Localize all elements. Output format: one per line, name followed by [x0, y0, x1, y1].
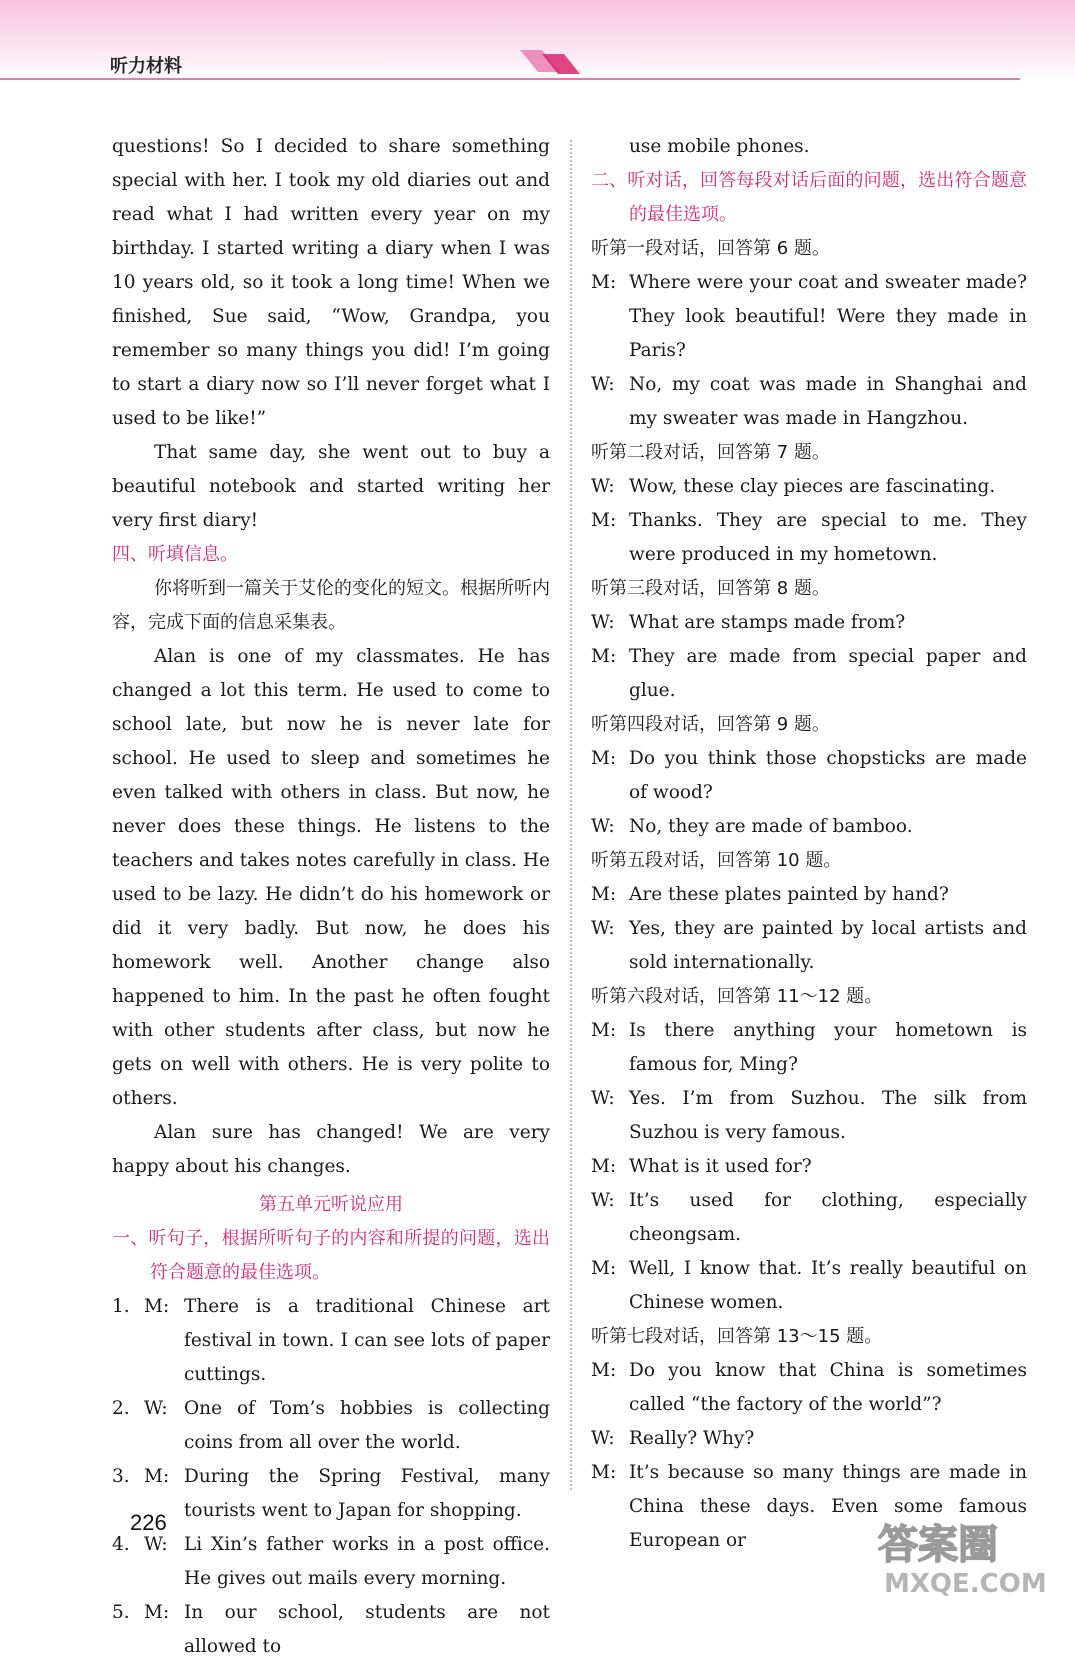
story-paragraph-2: That same day, she went out to buy a beautiful notebook and started writing her very first diary! [112, 442, 550, 531]
dialogue-text: Wow, these clay pieces are fascinating. [629, 476, 996, 497]
story-paragraph-continued: questions! So I decided to share something special with her. I took my old diaries out and read what I had written every year on my birthday. I started writing a diary when I was 10 years old, so it took a long time! When we finished, Sue said, “Wow, Grandpa, you remember so many things you did! I’m going to start a diary now so I’ll never forget what I used to be like!” [112, 136, 550, 429]
speaker-label: W: [591, 374, 615, 395]
speaker-label: M: [591, 1156, 617, 1177]
section-4-heading: 四、听填信息。 [112, 544, 238, 565]
speaker-label: W: [591, 816, 615, 837]
speaker-label: W: [144, 1398, 168, 1419]
speaker-label: W: [591, 612, 615, 633]
sentence-item [112, 1290, 550, 1392]
sentence-5-continuation: use mobile phones. [629, 136, 810, 157]
section-4-closing: Alan sure has changed! We are very happy about his changes. [112, 1122, 550, 1177]
dialogue-line [591, 912, 1027, 980]
speaker-label: M: [144, 1466, 170, 1487]
speaker-label: M: [591, 1258, 617, 1279]
dialogue-text: Yes. I’m from Suzhou. The silk from Suzhou is very famous. [629, 1088, 1027, 1143]
speaker-label: M: [591, 646, 617, 667]
header-rule [0, 78, 1020, 80]
dialogue-text: Really? Why? [629, 1428, 755, 1449]
dialogue-text: Thanks. They are special to me. They were produced in my hometown. [629, 510, 1027, 565]
dialogue-line [591, 1354, 1027, 1422]
sentence-item [112, 1392, 550, 1460]
unit-title: 第五单元听说应用 [259, 1194, 403, 1215]
dialogue-list [591, 232, 1027, 1558]
column-divider [570, 140, 572, 1490]
speaker-label: M: [144, 1296, 170, 1317]
sentence-list [112, 1290, 550, 1664]
sentence-text: In our school, students are not allowed to [184, 1602, 550, 1657]
header-title: 听力材料 [110, 56, 182, 77]
watermark-logo [870, 1510, 1055, 1600]
dialogue-text: They are made from special paper and glue. [629, 646, 1027, 701]
dialogue-intro: 听第四段对话，回答第 9 题。 [591, 714, 830, 735]
page-number: 226 [130, 1510, 167, 1535]
header-chevron-decoration [520, 50, 590, 78]
speaker-label: W: [591, 476, 615, 497]
dialogue-text: Do you know that China is sometimes called “the factory of the world”? [629, 1360, 1027, 1415]
speaker-label: W: [591, 1088, 615, 1109]
dialogue-line [591, 1014, 1027, 1082]
speaker-label: M: [591, 1360, 617, 1381]
dialogue-text: Yes, they are painted by local artists and sold internationally. [629, 918, 1027, 973]
dialogue-line [591, 1184, 1027, 1252]
dialogue-intro: 听第五段对话，回答第 10 题。 [591, 850, 842, 871]
part-1-heading: 一、听句子，根据所听句子的内容和所提的问题，选出符合题意的最佳选项。 [112, 1228, 550, 1283]
speaker-label: M: [591, 1020, 617, 1041]
dialogue-text: What are stamps made from? [629, 612, 906, 633]
speaker-label: M: [591, 510, 617, 531]
sentence-text: During the Spring Festival, many tourists went to Japan for shopping. [184, 1466, 550, 1521]
speaker-label: M: [591, 748, 617, 769]
speaker-label: W: [144, 1534, 168, 1555]
dialogue-intro: 听第六段对话，回答第 11～12 题。 [591, 986, 883, 1007]
dialogue-line [591, 470, 1027, 504]
dialogue-line [591, 1252, 1027, 1320]
dialogue-line [591, 640, 1027, 708]
sentence-text: There is a traditional Chinese art festival in town. I can see lots of paper cuttings. [184, 1296, 550, 1385]
sentence-number: 5. [112, 1602, 130, 1623]
sentence-text: Li Xin’s father works in a post office. He gives out mails every morning. [184, 1534, 550, 1589]
dialogue-line [591, 742, 1027, 810]
dialogue-text: It’s used for clothing, especially cheongsam. [629, 1190, 1027, 1245]
speaker-label: M: [591, 272, 617, 293]
dialogue-intro: 听第一段对话，回答第 6 题。 [591, 238, 830, 259]
speaker-label: W: [591, 1190, 615, 1211]
dialogue-intro: 听第三段对话，回答第 8 题。 [591, 578, 830, 599]
dialogue-text: Do you think those chopsticks are made of wood? [629, 748, 1027, 803]
sentence-number: 2. [112, 1398, 130, 1419]
left-column [112, 130, 550, 1664]
speaker-label: M: [591, 1462, 617, 1483]
dialogue-line [591, 810, 1027, 844]
sentence-item [112, 1460, 550, 1528]
sentence-number: 3. [112, 1466, 130, 1487]
part-2-heading: 二、听对话，回答每段对话后面的问题，选出符合题意的最佳选项。 [591, 170, 1027, 225]
sentence-item [112, 1596, 550, 1664]
dialogue-intro: 听第二段对话，回答第 7 题。 [591, 442, 830, 463]
speaker-label: M: [591, 884, 617, 905]
dialogue-line [591, 878, 1027, 912]
sentence-number: 1. [112, 1296, 130, 1317]
right-column [591, 130, 1027, 1558]
dialogue-line [591, 266, 1027, 368]
dialogue-intro: 听第七段对话，回答第 13～15 题。 [591, 1326, 883, 1347]
dialogue-line [591, 606, 1027, 640]
dialogue-text: What is it used for? [629, 1156, 812, 1177]
section-4-passage: Alan is one of my classmates. He has changed a lot this term. He used to come to school late, but now he is never late for school. He used to sleep and sometimes he even talked with others in class. But now, he never does these things. He listens to the teachers and takes notes carefully in class. He used to be lazy. He didn’t do his homework or did it very badly. But now, he does his homework well. Another change also happened to him. In the past he often fought with other students after class, but now he gets on well with others. He is very polite to others. [112, 646, 550, 1109]
dialogue-line [591, 1082, 1027, 1150]
dialogue-line [591, 368, 1027, 436]
speaker-label: W: [591, 1428, 615, 1449]
dialogue-text: Is there anything your hometown is famous for, Ming? [629, 1020, 1027, 1075]
watermark-top-text: 答案圈 [878, 1522, 998, 1568]
dialogue-text: No, my coat was made in Shanghai and my sweater was made in Hangzhou. [629, 374, 1027, 429]
dialogue-line [591, 1422, 1027, 1456]
watermark-bottom-text: MXQE.COM [884, 1569, 1047, 1599]
sentence-text: One of Tom’s hobbies is collecting coins from all over the world. [184, 1398, 550, 1453]
dialogue-text: Are these plates painted by hand? [629, 884, 949, 905]
speaker-label: W: [591, 918, 615, 939]
dialogue-line [591, 504, 1027, 572]
dialogue-text: Well, I know that. It’s really beautiful on Chinese women. [629, 1258, 1027, 1313]
dialogue-text: It’s because so many things are made in China these days. Even some famous European or [629, 1462, 1027, 1551]
sentence-number: 4. [112, 1534, 130, 1555]
dialogue-line [591, 1150, 1027, 1184]
section-4-instruction: 你将听到一篇关于艾伦的变化的短文。根据所听内容，完成下面的信息采集表。 [112, 578, 550, 633]
dialogue-text: No, they are made of bamboo. [629, 816, 913, 837]
speaker-label: M: [144, 1602, 170, 1623]
sentence-item [112, 1528, 550, 1596]
dialogue-text: Where were your coat and sweater made? They look beautiful! Were they made in Paris? [629, 272, 1027, 361]
